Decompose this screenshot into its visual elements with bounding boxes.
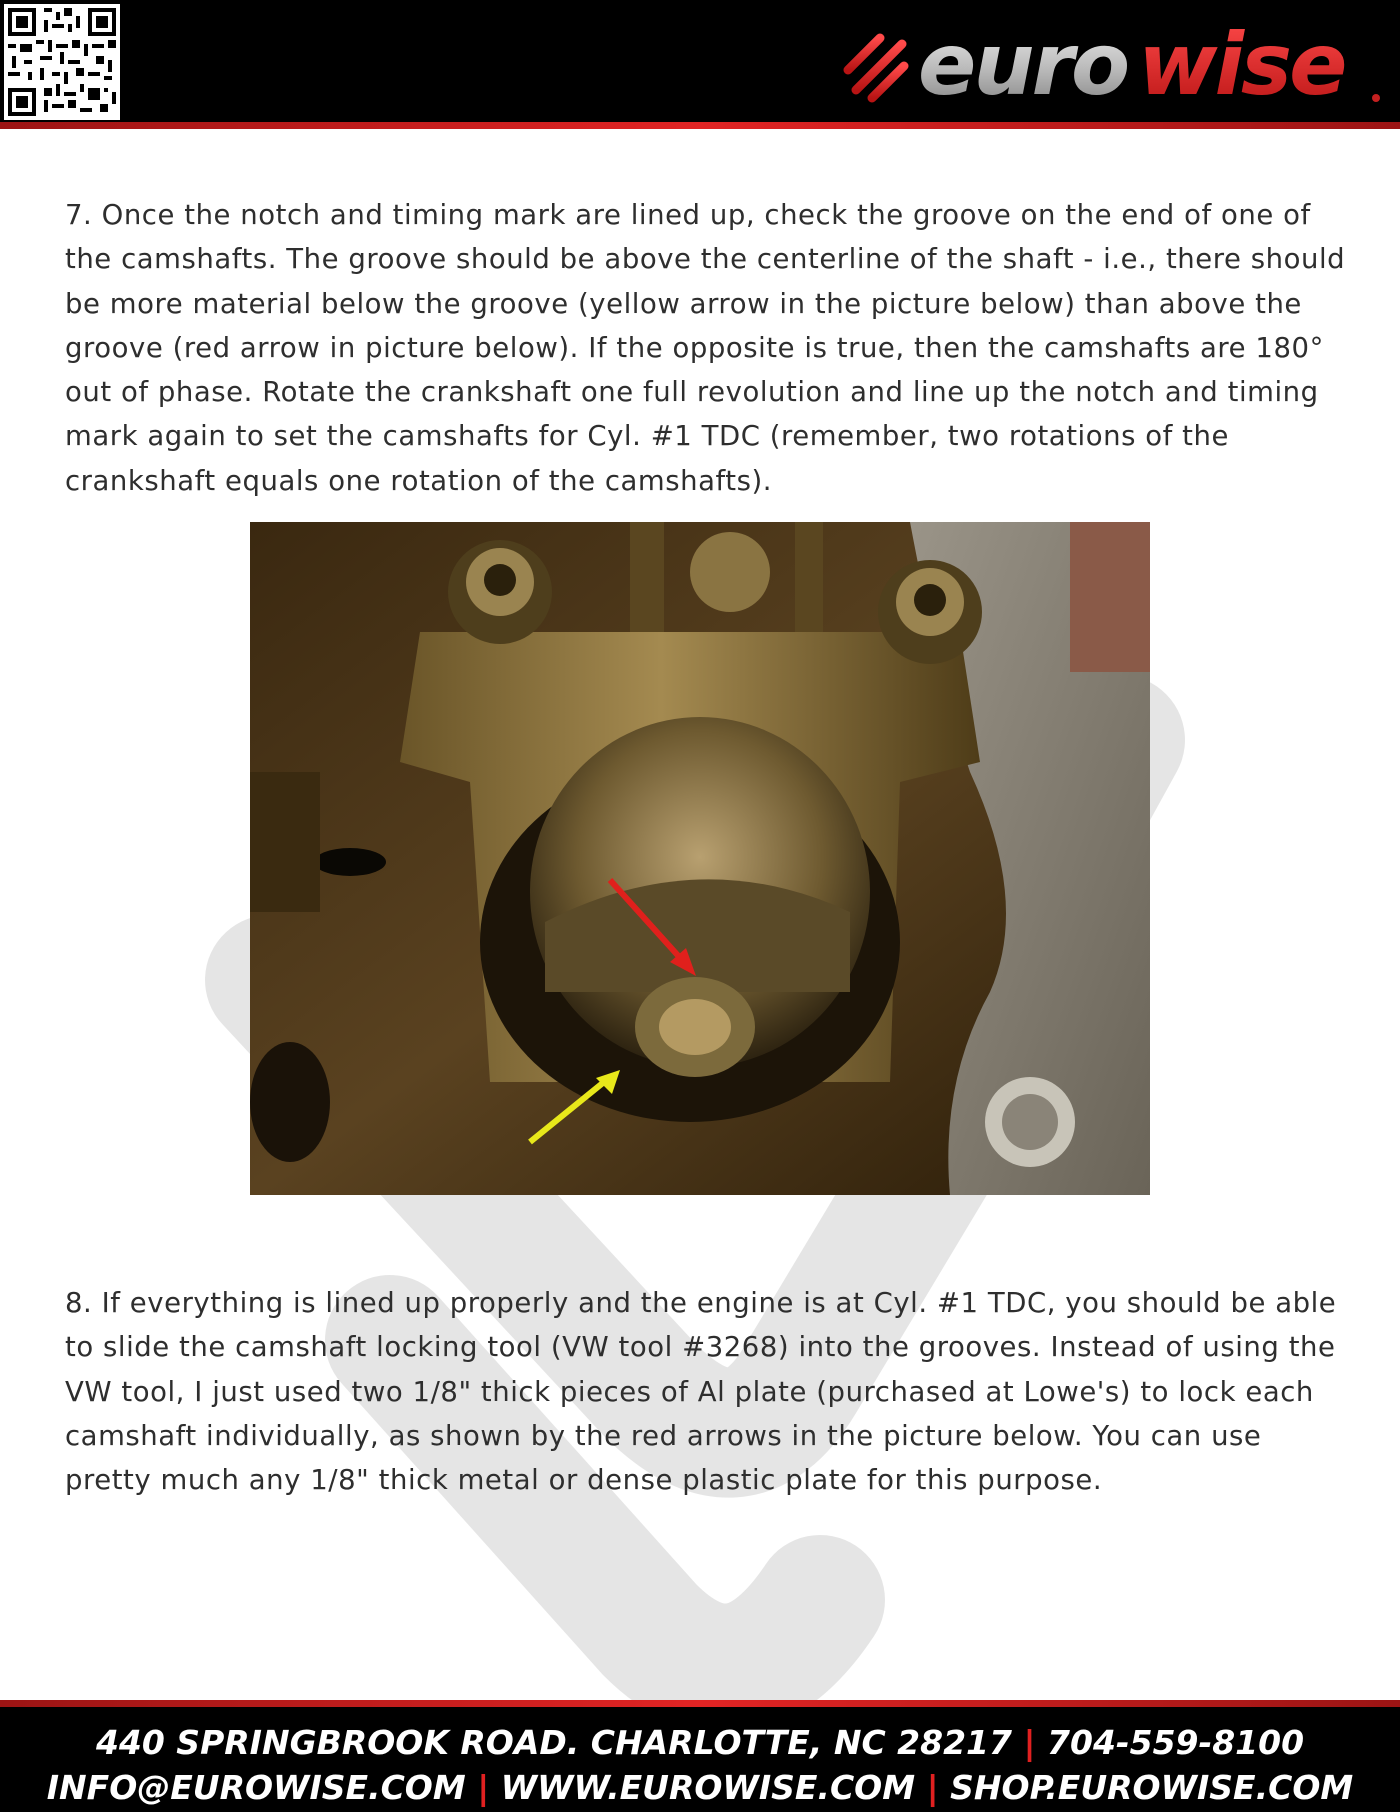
step-8-text: 8. If everything is lined up properly and the engine is at Cyl. #1 TDC, you should be able to slide the camshaft locking tool (VW tool #3268) into the grooves. Instead of using the VW tool, I just used two 1/8" thick pieces of Al plate (purchased at Lowe's) to lock each camshaft individually, as shown by the red arrows in the picture below. You can use pretty much any 1/8" thick metal or dense plastic plate for this purpose. (65, 1287, 1337, 1497)
footer-separator: | (477, 1768, 490, 1807)
camshaft-groove-photo (250, 522, 1150, 1195)
svg-text:wise: wise (1138, 18, 1345, 110)
footer-separator: | (1023, 1723, 1036, 1762)
qr-code-icon[interactable] (4, 4, 120, 120)
header-divider (0, 122, 1400, 129)
footer-phone[interactable]: 704-559-8100 (1047, 1723, 1305, 1762)
footer-email-link[interactable]: INFO@EUROWISE.COM (46, 1768, 466, 1807)
footer-line-address (0, 1723, 1400, 1762)
footer-shop-link[interactable]: SHOP.EUROWISE.COM (950, 1768, 1354, 1807)
footer-line-links (0, 1768, 1400, 1807)
footer-address: 440 SPRINGBROOK ROAD. CHARLOTTE, NC 28217 (95, 1723, 1012, 1762)
footer-separator: | (926, 1768, 939, 1807)
footer-divider (0, 1700, 1400, 1707)
svg-text:euro: euro (918, 18, 1128, 110)
footer-website-link[interactable]: WWW.EUROWISE.COM (500, 1768, 916, 1807)
step-7-text: 7. Once the notch and timing mark are lined up, check the groove on the end of one of the camshafts. The groove should be above the centerline of the shaft - i.e., there should be more material below the groove (yellow arrow in the picture below) than above the groove (red arrow in picture below). If the opposite is true, then the camshafts are 180° out of phase. Rotate the crankshaft one full revolution and line up the notch and timing mark again to set the camshafts for Cyl. #1 TDC (remember, two rotations of the crankshaft equals one rotation of the camshafts). (65, 199, 1346, 497)
page-header (0, 0, 1400, 122)
eurowise-logo-icon[interactable] (838, 18, 1383, 110)
